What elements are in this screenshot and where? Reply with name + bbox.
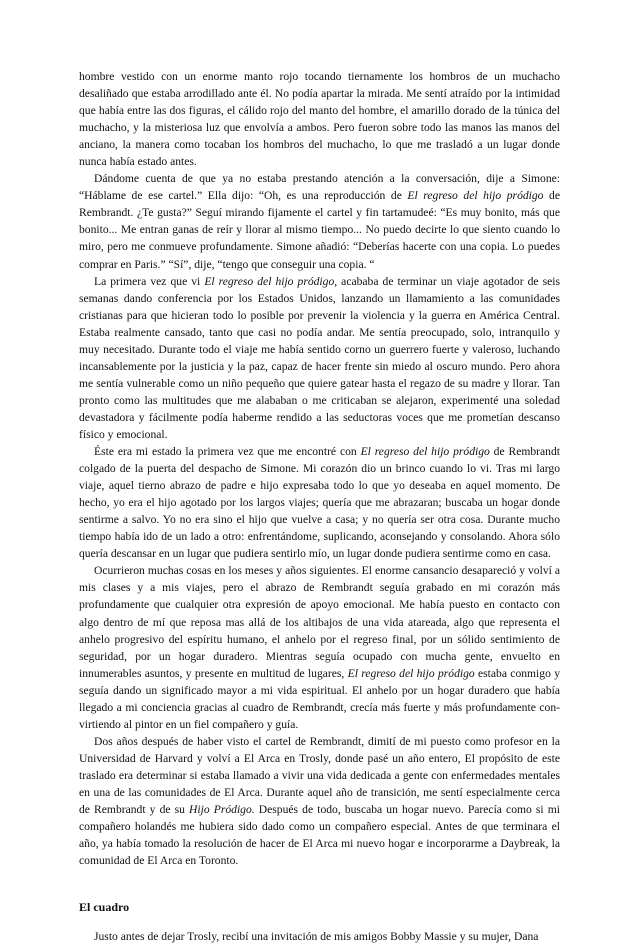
document-body <box>79 68 560 945</box>
text-run: estaba conmigo y seguía dando un significado mayor a mi vida espiritual. El anhelo por un hogar duradero que había llegado a mi conciencia gracias al cuadro de Rembrandt, crecía más fuerte y más profundamente con-virtiendo al pintor en un fiel compañero y guía. <box>79 666 560 731</box>
italic-title: El regreso del hijo pródigo <box>360 445 490 459</box>
body-paragraph <box>79 443 560 562</box>
italic-title: El regreso del hijo pródigo <box>347 666 475 680</box>
final-paragraph: Justo antes de dejar Trosly, recibí una invitación de mis amigos Bobby Massie y su mujer, Dana <box>94 930 539 944</box>
text-run: de Rembrandt. ¿Te gusta?” Seguí mirando fijamente el cartel y fin tartamudeé: “Es muy bonito, más que bonito... Me entran ganas de reír y llorar al mismo tiempo... No puedo decirte lo que siento cuando lo miro, pero me conmueve profundamente. Simone añadió: “Deberías hacerte con una copia. Lo puedes comprar en Paris.” “Sí”, dije, “tengo que conseguir una copia. “ <box>79 189 560 271</box>
text-run: La primera vez que vi <box>94 274 205 288</box>
text-run: acababa de terminar un viaje agotador de seis semanas dando conferencia por los Estados Unidos, lanzando un llamamiento a las comunidades cristianas para que hicieran todo lo posible por prevenir la violencia y la guerra en América Central. Estaba realmente cansado, tanto que casi no podía andar. Me sentía preocupado, solo, intranquilo y muy necesitado. Durante todo el viaje me había sentido corno un guerrero fuerte y valeroso, luchando incansablemente por la justicia y la paz, capaz de hacer frente sin miedo al oscuro mundo. Pero ahora me sentía vulnerable como un niño pequeño que quiere gatear hasta el regazo de su madre y llorar. Tan pronto como las multitudes que me alababan o me criticaban se alejaron, experimenté una soledad devastadora y fácilmente podía haberme rendido a las seductoras voces que me prometían descanso físico y emocional. <box>79 274 560 441</box>
text-run: Dándome cuenta de que ya no estaba prestando atención a la conversación, dije a Simone: “Háblame de ese cartel.” Ella dijo: “Oh, es una reproducción de <box>79 172 560 203</box>
italic-title: El regreso del hijo pródigo, <box>204 274 338 288</box>
body-paragraph <box>79 68 560 170</box>
text-run: hombre vestido con un enorme manto rojo tocando tiernamente los hombros de un muchacho desaliñado que estaba arrodillado ante él. No podía apartar la mirada. Me sentí atraído por la intimidad que había entre las dos figuras, el cálido rojo del manto del hombre, el amarillo dorado de la túnica del muchacho, y la misteriosa luz que envolvía a ambos. Pero fueron sobre todo las manos las manos del anciano, la manera como tocaban los hombros del muchacho, lo que me trasladó a un lugar donde nunca había estado antes. <box>79 70 560 169</box>
paragraph-list <box>79 68 560 869</box>
body-paragraph <box>79 273 560 443</box>
text-run: Éste era mi estado la primera vez que me encontré con <box>94 445 361 459</box>
text-run: Después de todo, buscaba un hogar nuevo. Parecía como si mi compañero holandés me hubiera sido dado como un compañero especial. Antes de que terminara el año, ya había tomado la resolución de hacer de El Arca mi nuevo hogar e incorporarme a Daybreak, la comunidad de El Arca en Toronto. <box>79 803 560 868</box>
italic-title: El regreso del hijo pródigo <box>407 189 544 203</box>
text-run: Ocurrieron muchas cosas en los meses y años siguientes. El enorme cansancio desapareció y volví a mis clases y a mis viajes, pero el abrazo de Rembrandt seguía grabado en mi corazón más profundamente que cualquier otra expresión de apoyo emocional. Me había puesto en contacto con algo dentro de mí que reposa mas allá de los altibajos de una vida atareada, algo que representa el anhelo progresivo del espíritu humano, el anhelo por el regreso final, por un sólido sentimiento de seguridad, por un hogar duradero. Mientras seguía ocupado con mucha gente, envuelto en innumerables asuntos, y presente en multitud de lugares, <box>79 564 560 680</box>
body-paragraph <box>79 170 560 272</box>
body-paragraph <box>79 562 560 732</box>
section-heading: El cuadro <box>79 900 130 915</box>
text-run: Dos años después de haber visto el cartel de Rembrandt, dimití de mi puesto como profesor en la Universidad de Harvard y volví a El Arca en Trosly, donde pasé un año entero, El propósito de este traslado era determinar si estaba llamado a vivir una vida dedicada a gente con enfermedades mentales en una de las comunidades de El Arca. Durante aquel año de transición, me sentí especialmente cerca de Rembrandt y de su <box>79 734 560 817</box>
text-run: de Rembrandt colgado de la puerta del despacho de Simone. Mi corazón dio un brinco cuando lo vi. Tras mi largo viaje, aquel tierno abrazo de padre e hijo expresaba todo lo que yo deseaba en aquel momento. De hecho, yo era el hijo agotado por los largos viajes; quería que me abrazaran; buscaba un hogar donde sentirme a salvo. Yo no era sino el hijo que vuelve a casa; y no quería ser otra cosa. Durante mucho tiempo había ido de un lado a otro: enfrentándome, suplicando, aconsejando y consolando. Ahora sólo quería descansar en un lugar que pudiera sentirlo mío, un lugar donde pudiera sentirme como en casa. <box>79 445 561 561</box>
italic-title: Hijo Pródigo. <box>189 803 255 817</box>
body-paragraph <box>79 733 560 869</box>
